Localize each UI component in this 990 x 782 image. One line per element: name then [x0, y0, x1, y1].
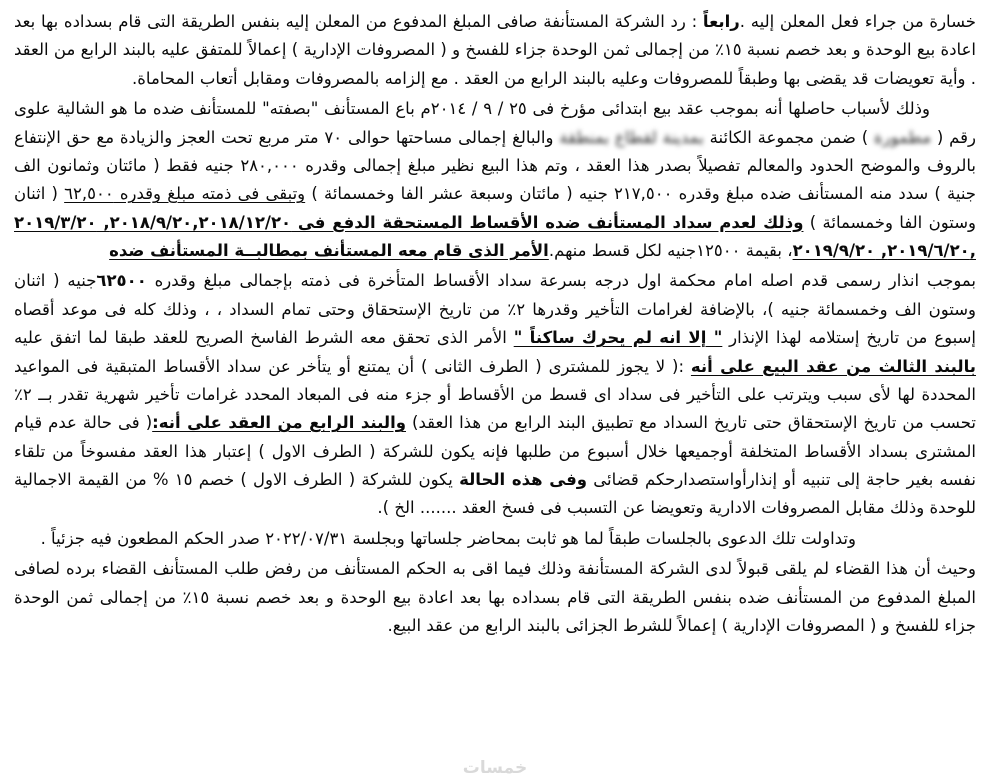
- text-run: بموجب انذار رسمى قدم اصله امام محكمة اول درجه بسرعة سداد الأقساط المتأخرة فى ذمته بإجمالى مبلغ وقدره: [146, 271, 976, 291]
- paragraph-4: [14, 525, 976, 553]
- text-run: وحيث أن هذا القضاء لم يلقى قبولاً لدى الشركة المستأنفة وذلك فيما اقى به الحكم المستأنف من رفض طلب المستأنف القضاء برده لصافى المبلغ المدفوع من المستأنف ضده بنفس الطريقة التى قام بسداده بها بعد اعادة بيع الوحدة و بعد خصم نسبة ١٥٪ من إجمالى ثمن الوحدة جزاء للفسخ و ( المصروفات الإدارية ) إعمالاً للشرط الجزائى بالبند الرابع من عقد البيع.: [14, 559, 976, 635]
- text-run: ( فى حالة عدم قيام المشترى بسداد الأقساط المتخلفة أوجميعها خلال أسبوع من طلبها فإنه يكون للشركة ( الطرف الاول ) إعتبار هذا العقد مفسوخاً من تلقاء نفسه بغير حاجة إلى تنبيه أو إنذارأواستصدارحكم قضائى: [14, 413, 976, 489]
- redacted-text: مطمورة: [873, 127, 932, 147]
- text-run: وذلك لأسباب حاصلها أنه بموجب عقد بيع ابتدائى مؤرخ فى ٢٥ / ٩ / ٢٠١٤م باع المستأنف "بصفته" للمستأنف ضده ما هو الشالية علوى رقم (: [14, 99, 976, 147]
- text-run: وتداولت تلك الدعوى بالجلسات طبقاً لما هو ثابت بمحاضر جلساتها وبجلسة ٢٠٢٢/٠٧/٣١ صدر الحكم المطعون فيه جزئياً .: [40, 528, 856, 548]
- text-run: ) ضمن مجموعة الكائنة: [703, 127, 874, 147]
- text-run: يكون للشركة ( الطرف الاول ) خصم ١٥ % من القيمة الاجمالية للوحدة وذلك مقابل المصروفات الادارية وتعويضا عن التسبب فى فسخ العقد ....... الخ ).: [14, 470, 976, 518]
- paragraph-5: [14, 555, 976, 640]
- text-run-bold: رابعاً: [702, 12, 740, 31]
- text-run: :( لا يجوز للمشترى ( الطرف الثانى ) أن يمتنع أو يتأخر عن سداد الأقساط المتبقية فى المواعيد المحددة لها لأى سبب ويترتب على التأخير فى سداد اى قسط من الأقساط أو جزء منه فى المبعاد المحدد غرامات تأخير شهرية تقدر بــ ٢٪ تحسب من تاريخ الإستحقاق حتى تاريخ السداد مع تطبيق البند الرابع من هذا العقد): [14, 356, 976, 433]
- paragraph-3: [14, 267, 976, 522]
- text-run: : رد الشركة المستأنفة صافى المبلغ المدفوع من المعلن إليه بنفس الطريقة التى قام بسداده بها بعد اعادة بيع الوحدة و بعد خصم نسبة ١٥٪ من إجمالى ثمن الوحدة جزاء للفسخ و ( المصروفات الإدارية ) إعمالاً للمتفق عليه بالبند الرابع من العقد . وأية تعويضات قد يقضى بها وطبقاً للمصروفات وعليه بالبند الرابع من العقد . مع إلزامه بالمصروفات ومقابل أتعاب المحاماة.: [14, 12, 977, 88]
- text-run-bold-underline: " إلا انه لم يحرك ساكناً ": [513, 328, 723, 348]
- text-run-bold-underline: بالبند الثالث من عقد البيع على أنه: [690, 356, 976, 376]
- watermark: خمسات: [462, 758, 528, 778]
- text-run-bold: ٦٢٥٠٠: [96, 271, 147, 291]
- paragraph-2: [14, 95, 976, 265]
- text-run: والبالغ إجمالى مساحتها حوالى ٧٠ متر مربع تحت العجز والزيادة مع حق الإنتفاع بالروف والموضح الحدود والمعالم تفصيلاً بصدر هذا العقد ، وتم هذا البيع نظير مبلغ إجمالى وقدره ٢٨٠,٠٠٠ جنيه فقط ( مائتان وثمانون الف جنية ) سدد منه المستأنف ضده مبلغ وقدره ٢١٧,٥٠٠ جنيه ( مائتان وسبعة عشر الفا وخمسمائة ): [14, 127, 976, 204]
- text-run: الأمر الذى تحقق معه الشرط الفاسخ الصريح للعقد طبقا لما اتفق عليه: [14, 328, 514, 348]
- text-run-bold: وفى هذه الحالة: [459, 470, 588, 489]
- paragraph-1: [14, 8, 976, 93]
- text-run: خسارة من جراء فعل المعلن إليه .: [739, 12, 976, 31]
- text-run: ( اثنان وستون الفا وخمسمائة ): [14, 184, 977, 232]
- text-run: ، بقيمة ١٢٥٠٠جنيه لكل قسط منهم.: [548, 241, 793, 260]
- text-run-bold-underline: وذلك لعدم سداد المستأنف ضده الأقساط المستحقة الدفع فى ٢٠١٨/٩/٢٠,٢٠١٨/١٢/٢٠, ٢٠١٩/٣/٢٠ ,٢٠١٩/٦/٢٠, ٢٠١٩/٩/٢٠: [14, 212, 976, 260]
- text-run-underline: وتبقى فى ذمته مبلغ وقدره ٦٢,٥٠٠: [64, 184, 306, 204]
- text-run: جنيه ( اثنان وستون الف وخمسمائة جنيه )، بالإضافة لغرامات التأخير وقدرها ٢٪ من تاريخ الإستحقاق وحتى تمام السداد ، ، وذلك كله فى موعد أقصاه إسبوع من تاريخ إستلامه لهذا الإنذار: [14, 271, 977, 348]
- text-run-bold-underline: والبند الرابع من العقد على أنه:: [152, 413, 406, 433]
- redacted-text: بمدينة لقطاع بمنطقة: [559, 127, 704, 147]
- document-body: [14, 8, 976, 640]
- text-run-bold-underline: الأمر الذى قام معه المستأنف بمطالبــة المستأنف ضده: [109, 241, 549, 260]
